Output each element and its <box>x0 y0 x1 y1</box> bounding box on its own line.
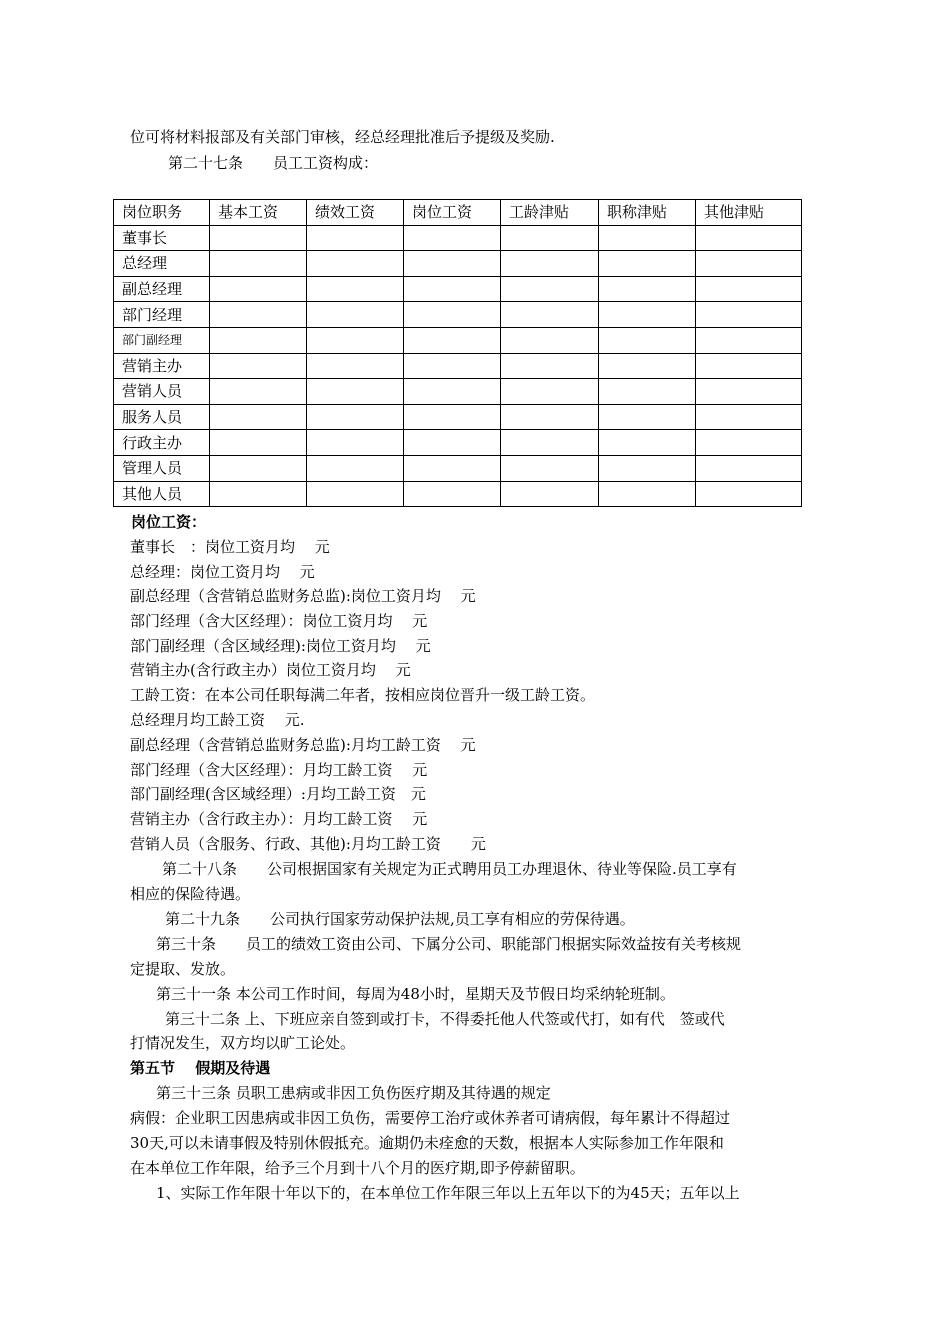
empty-wage-cell <box>307 327 404 353</box>
post-wage-line: 部门经理（含大区经理）：岗位工资月均 元 <box>130 612 428 630</box>
empty-wage-cell <box>501 481 599 507</box>
sick-leave-line-1: 病假：企业职工因患病或非因工负伤，需要停工治疗或休养者可请病假，每年累计不得超过 <box>130 1109 731 1127</box>
seniority-line: 副总经理（含营销总监财务总监):月均工龄工资 元 <box>130 736 476 754</box>
empty-wage-cell <box>210 430 307 456</box>
post-wage-line: 副总经理（含营销总监财务总监):岗位工资月均 元 <box>130 587 476 605</box>
empty-wage-cell <box>501 302 599 328</box>
table-header-row <box>114 200 802 226</box>
empty-wage-cell <box>307 481 404 507</box>
table-row <box>114 327 802 353</box>
article-30-line-2: 定提取、发放。 <box>130 960 236 978</box>
section-5-heading: 第五节 假期及待遇 <box>130 1059 271 1077</box>
empty-wage-cell <box>307 353 404 379</box>
empty-wage-cell <box>210 379 307 405</box>
empty-wage-cell <box>599 481 696 507</box>
article-30-line-1: 第三十条 员工的绩效工资由公司、下属分公司、职能部门根据实际效益按有关考核规 <box>156 935 742 953</box>
empty-wage-cell <box>307 251 404 277</box>
empty-wage-cell <box>599 404 696 430</box>
empty-wage-cell <box>404 379 501 405</box>
position-name-cell: 部门副经理 <box>114 327 210 353</box>
empty-wage-cell <box>307 302 404 328</box>
empty-wage-cell <box>210 225 307 251</box>
position-name-cell: 总经理 <box>114 251 210 277</box>
empty-wage-cell <box>501 327 599 353</box>
empty-wage-cell <box>210 353 307 379</box>
empty-wage-cell <box>501 251 599 277</box>
empty-wage-cell <box>210 455 307 481</box>
column-header: 工龄津贴 <box>501 200 599 226</box>
empty-wage-cell <box>404 225 501 251</box>
empty-wage-cell <box>696 276 802 302</box>
empty-wage-cell <box>599 455 696 481</box>
empty-wage-cell <box>404 327 501 353</box>
position-name-cell: 营销人员 <box>114 379 210 405</box>
table-row <box>114 353 802 379</box>
table-row <box>114 251 802 277</box>
position-name-cell: 服务人员 <box>114 404 210 430</box>
position-name-cell: 副总经理 <box>114 276 210 302</box>
empty-wage-cell <box>599 430 696 456</box>
article-32-line-2: 打情况发生，双方均以旷工论处。 <box>130 1034 356 1052</box>
empty-wage-cell <box>501 225 599 251</box>
article-33: 第三十三条 员职工患病或非因工负伤医疗期及其待遇的规定 <box>156 1084 551 1102</box>
empty-wage-cell <box>599 276 696 302</box>
intro-line-1: 位可将材料报部及有关部门审核，经总经理批准后予提级及奖励. <box>130 128 555 146</box>
seniority-line: 工龄工资：在本公司任职每满二年者，按相应岗位晋升一级工龄工资。 <box>130 686 596 704</box>
empty-wage-cell <box>210 404 307 430</box>
empty-wage-cell <box>696 353 802 379</box>
empty-wage-cell <box>599 225 696 251</box>
sick-leave-line-2: 30天,可以未请事假及特别休假抵充。逾期仍未痊愈的天数，根据本人实际参加工作年限和 <box>130 1134 724 1152</box>
seniority-line: 总经理月均工龄工资 元. <box>130 711 305 729</box>
position-name-cell: 部门经理 <box>114 302 210 328</box>
table-row <box>114 225 802 251</box>
empty-wage-cell <box>307 225 404 251</box>
column-header: 基本工资 <box>210 200 307 226</box>
empty-wage-cell <box>696 430 802 456</box>
sick-leave-item-1: 1、实际工作年限十年以下的，在本单位工作年限三年以上五年以下的为45天；五年以上 <box>156 1184 740 1202</box>
empty-wage-cell <box>404 404 501 430</box>
table-row <box>114 455 802 481</box>
empty-wage-cell <box>696 327 802 353</box>
post-wage-line: 部门副经理（含区域经理):岗位工资月均 元 <box>130 637 431 655</box>
table-row <box>114 379 802 405</box>
empty-wage-cell <box>210 251 307 277</box>
empty-wage-cell <box>404 430 501 456</box>
column-header: 职称津贴 <box>599 200 696 226</box>
position-name-cell: 营销主办 <box>114 353 210 379</box>
column-header: 绩效工资 <box>307 200 404 226</box>
empty-wage-cell <box>599 302 696 328</box>
article-28-line-2: 相应的保险待遇。 <box>130 885 251 903</box>
empty-wage-cell <box>501 430 599 456</box>
empty-wage-cell <box>696 225 802 251</box>
post-wage-line: 营销主办(含行政主办）岗位工资月均 元 <box>130 661 411 679</box>
empty-wage-cell <box>210 276 307 302</box>
table-row <box>114 430 802 456</box>
article-32-line-1: 第三十二条 上、下班应亲自签到或打卡，不得委托他人代签或代打，如有代 签或代 <box>165 1010 725 1028</box>
empty-wage-cell <box>307 455 404 481</box>
column-header: 岗位职务 <box>114 200 210 226</box>
post-wage-line: 总经理：岗位工资月均 元 <box>130 563 315 581</box>
column-header: 其他津贴 <box>696 200 802 226</box>
empty-wage-cell <box>696 404 802 430</box>
empty-wage-cell <box>696 455 802 481</box>
empty-wage-cell <box>404 353 501 379</box>
post-wage-heading: 岗位工资： <box>131 513 207 531</box>
seniority-line: 部门副经理(含区域经理）:月均工龄工资 元 <box>130 785 426 803</box>
empty-wage-cell <box>696 481 802 507</box>
table-row <box>114 276 802 302</box>
table-row <box>114 404 802 430</box>
empty-wage-cell <box>599 379 696 405</box>
empty-wage-cell <box>501 455 599 481</box>
position-name-cell: 管理人员 <box>114 455 210 481</box>
empty-wage-cell <box>210 302 307 328</box>
empty-wage-cell <box>501 379 599 405</box>
article-28-line-1: 第二十八条 公司根据国家有关规定为正式聘用员工办理退休、待业等保险.员工享有 <box>162 860 737 878</box>
empty-wage-cell <box>501 404 599 430</box>
empty-wage-cell <box>307 276 404 302</box>
table-row <box>114 481 802 507</box>
empty-wage-cell <box>599 251 696 277</box>
seniority-line: 营销主办（含行政主办）：月均工龄工资 元 <box>130 810 428 828</box>
empty-wage-cell <box>307 430 404 456</box>
position-name-cell: 其他人员 <box>114 481 210 507</box>
article-27-heading: 第二十七条 员工工资构成： <box>168 154 379 172</box>
position-name-cell: 行政主办 <box>114 430 210 456</box>
wage-structure-table <box>113 199 802 507</box>
empty-wage-cell <box>307 404 404 430</box>
table-row <box>114 302 802 328</box>
article-31: 第三十一条 本公司工作时间，每周为48小时，星期天及节假日均采纳轮班制。 <box>156 985 675 1003</box>
post-wage-line: 董事长 ：岗位工资月均 元 <box>130 538 330 556</box>
empty-wage-cell <box>599 353 696 379</box>
position-name-cell: 董事长 <box>114 225 210 251</box>
empty-wage-cell <box>696 302 802 328</box>
empty-wage-cell <box>307 379 404 405</box>
sick-leave-line-3: 在本单位工作年限，给予三个月到十八个月的医疗期,即予停薪留职。 <box>130 1159 585 1177</box>
article-29: 第二十九条 公司执行国家劳动保护法规,员工享有相应的劳保待遇。 <box>165 910 635 928</box>
empty-wage-cell <box>404 455 501 481</box>
seniority-line: 营销人员（含服务、行政、其他):月均工龄工资 元 <box>130 835 486 853</box>
empty-wage-cell <box>404 302 501 328</box>
empty-wage-cell <box>404 251 501 277</box>
column-header: 岗位工资 <box>404 200 501 226</box>
empty-wage-cell <box>599 327 696 353</box>
empty-wage-cell <box>501 353 599 379</box>
empty-wage-cell <box>501 276 599 302</box>
seniority-line: 部门经理（含大区经理）：月均工龄工资 元 <box>130 761 428 779</box>
empty-wage-cell <box>696 379 802 405</box>
empty-wage-cell <box>210 481 307 507</box>
empty-wage-cell <box>404 276 501 302</box>
empty-wage-cell <box>696 251 802 277</box>
empty-wage-cell <box>210 327 307 353</box>
empty-wage-cell <box>404 481 501 507</box>
